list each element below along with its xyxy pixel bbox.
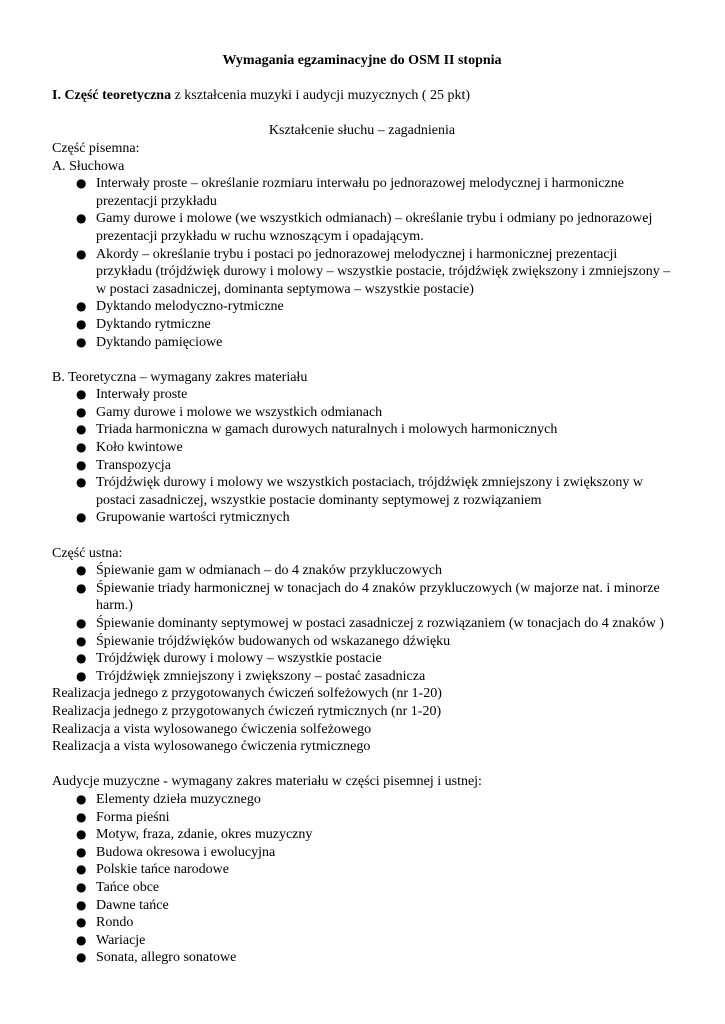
list-item xyxy=(52,439,672,457)
list-item xyxy=(52,457,672,475)
bullet-icon: ● xyxy=(76,616,87,630)
audio-list xyxy=(52,791,672,967)
list-item-text: Dyktando melodyczno-rytmiczne xyxy=(96,299,284,315)
list-item-text: Trójdźwięk durowy i molowy we wszystkich postaciach, trójdźwięk zmniejszony i zwiększony w postaci zasadniczej, wszystkie postacie dominanty septymowej z rozwiązaniem xyxy=(96,475,643,508)
list-item-text: Śpiewanie trójdźwięków budowanych od wskazanego dźwięku xyxy=(96,633,451,649)
section-heading xyxy=(52,87,672,105)
bullet-icon: ● xyxy=(76,457,87,472)
list-item xyxy=(52,316,672,334)
spacer xyxy=(52,756,672,774)
document-page xyxy=(52,52,672,967)
list-item xyxy=(52,298,672,316)
bullet-icon: ● xyxy=(76,404,87,419)
theoretical-label: B. Teoretyczna – wymagany zakres materiału xyxy=(52,369,308,385)
bullet-icon: ● xyxy=(76,844,87,859)
bullet-icon: ● xyxy=(76,316,87,331)
list-item xyxy=(52,879,672,897)
list-item xyxy=(52,615,672,633)
bullet-icon: ● xyxy=(76,510,87,525)
list-item xyxy=(52,562,672,580)
auditory-label: A. Słuchowa xyxy=(52,158,125,174)
list-item xyxy=(52,791,672,809)
list-item xyxy=(52,246,672,299)
list-item xyxy=(52,861,672,879)
list-item xyxy=(52,844,672,862)
bullet-icon: ● xyxy=(76,862,87,877)
bullet-icon: ● xyxy=(76,422,87,437)
list-item xyxy=(52,826,672,844)
list-item xyxy=(52,668,672,686)
list-item xyxy=(52,210,672,245)
document-title: Wymagania egzaminacyjne do OSM II stopnia xyxy=(222,53,502,68)
oral-line: Realizacja a vista wylosowanego ćwiczenia rytmicznego xyxy=(52,739,371,755)
bullet-icon: ● xyxy=(76,668,87,683)
bullet-icon: ● xyxy=(76,651,87,666)
list-item-text: Budowa okresowa i ewolucyjna xyxy=(96,844,276,860)
bullet-icon: ● xyxy=(76,915,87,930)
list-item xyxy=(52,404,672,422)
bullet-icon: ● xyxy=(76,827,87,842)
list-item-text: Transpozycja xyxy=(96,457,171,473)
bullet-icon: ● xyxy=(76,950,87,965)
list-item-text: Trójdźwięk zmniejszony i zwiększony – postać zasadnicza xyxy=(96,668,426,684)
bullet-icon: ● xyxy=(76,563,87,578)
list-item xyxy=(52,421,672,439)
oral-line: Realizacja a vista wylosowanego ćwiczenia solfeżowego xyxy=(52,721,372,737)
list-item-text: Triada harmoniczna w gamach durowych naturalnych i molowych harmonicznych xyxy=(96,422,558,438)
list-item-text: Rondo xyxy=(96,915,134,931)
list-item-text: Motyw, fraza, zdanie, okres muzyczny xyxy=(96,827,313,843)
list-item xyxy=(52,949,672,967)
oral-part-label: Część ustna: xyxy=(52,545,123,561)
list-item-text: Trójdźwięk durowy i molowy – wszystkie postacie xyxy=(96,651,382,667)
spacer xyxy=(52,351,672,369)
list-item-text: Koło kwintowe xyxy=(96,440,183,456)
bullet-icon: ● xyxy=(76,897,87,912)
list-item-text: Dyktando pamięciowe xyxy=(96,334,223,350)
list-item-text: Polskie tańce narodowe xyxy=(96,862,229,878)
bullet-icon: ● xyxy=(76,440,87,455)
spacer xyxy=(52,527,672,545)
bullet-icon: ● xyxy=(76,299,87,314)
bullet-icon: ● xyxy=(76,211,87,226)
auditory-list xyxy=(52,175,672,351)
section-heading-bold: I. Część teoretyczna xyxy=(52,88,172,104)
bullet-icon: ● xyxy=(76,580,87,595)
written-part-label: Część pisemna: xyxy=(52,140,140,156)
oral-line: Realizacja jednego z przygotowanych ćwiczeń solfeżowych (nr 1-20) xyxy=(52,686,442,702)
list-item xyxy=(52,175,672,210)
list-item xyxy=(52,633,672,651)
bullet-icon: ● xyxy=(76,176,87,191)
list-item-text: Elementy dzieła muzycznego xyxy=(96,791,261,807)
bullet-icon: ● xyxy=(76,633,87,648)
audio-label: Audycje muzyczne - wymagany zakres materiału w części pisemnej i ustnej: xyxy=(52,774,482,790)
list-item-text: Sonata, allegro sonatowe xyxy=(96,950,237,966)
list-item-text: Interwały proste xyxy=(96,387,188,403)
list-item-text: Akordy – określanie trybu i postaci po jednorazowej melodycznej i harmonicznej prezentacji przykładu (trójdźwięk durowy i molowy – wszystkie postacie, trójdźwięk zwiększony i zmniejszony – w postaci zasadniczej, dominanta septymowa – wszystkie postacie) xyxy=(96,246,671,297)
bullet-icon: ● xyxy=(76,475,87,490)
list-item xyxy=(52,580,672,615)
list-item xyxy=(52,334,672,352)
bullet-icon: ● xyxy=(76,246,87,261)
section-heading-rest: z kształcenia muzyki i audycji muzycznych ( 25 pkt) xyxy=(171,88,471,104)
bullet-icon: ● xyxy=(76,387,87,402)
list-item xyxy=(52,932,672,950)
list-item xyxy=(52,809,672,827)
list-item-text: Śpiewanie dominanty septymowej w postaci zasadniczej z rozwiązaniem (w tonacjach do 4 znaków ) xyxy=(96,616,664,631)
bullet-icon: ● xyxy=(76,334,87,349)
oral-line: Realizacja jednego z przygotowanych ćwiczeń rytmicznych (nr 1-20) xyxy=(52,703,442,719)
list-item-text: Forma pieśni xyxy=(96,809,170,825)
list-item-text: Tańce obce xyxy=(96,879,160,895)
list-item xyxy=(52,914,672,932)
list-item xyxy=(52,386,672,404)
list-item xyxy=(52,474,672,509)
list-item-text: Grupowanie wartości rytmicznych xyxy=(96,510,290,526)
list-item-text: Gamy durowe i molowe we wszystkich odmianach xyxy=(96,404,383,420)
bullet-icon: ● xyxy=(76,879,87,894)
bullet-icon: ● xyxy=(76,791,87,806)
list-item-text: Interwały proste – określanie rozmiaru interwału po jednorazowej melodycznej i harmoniczne prezentacji przykładu xyxy=(96,176,624,209)
list-item-text: Śpiewanie triady harmonicznej w tonacjach do 4 znaków przykluczowych (w majorze nat. i minorze harm.) xyxy=(96,580,660,614)
list-item-text: Dawne tańce xyxy=(96,897,169,913)
list-item xyxy=(52,650,672,668)
list-item-text: Śpiewanie gam w odmianach – do 4 znaków przykluczowych xyxy=(96,563,443,579)
list-item xyxy=(52,509,672,527)
bullet-icon: ● xyxy=(76,932,87,947)
theoretical-list xyxy=(52,386,672,527)
list-item-text: Wariacje xyxy=(96,932,146,948)
list-item xyxy=(52,897,672,915)
list-item-text: Dyktando rytmiczne xyxy=(96,316,211,332)
bullet-icon: ● xyxy=(76,809,87,824)
subtitle: Kształcenie słuchu – zagadnienia xyxy=(268,123,456,139)
list-item-text: Gamy durowe i molowe (we wszystkich odmianach) – określanie trybu i odmiany po jednorazowej prezentacji przykładu w ruchu wznoszącym i opadającym. xyxy=(96,211,653,244)
oral-list xyxy=(52,562,672,685)
